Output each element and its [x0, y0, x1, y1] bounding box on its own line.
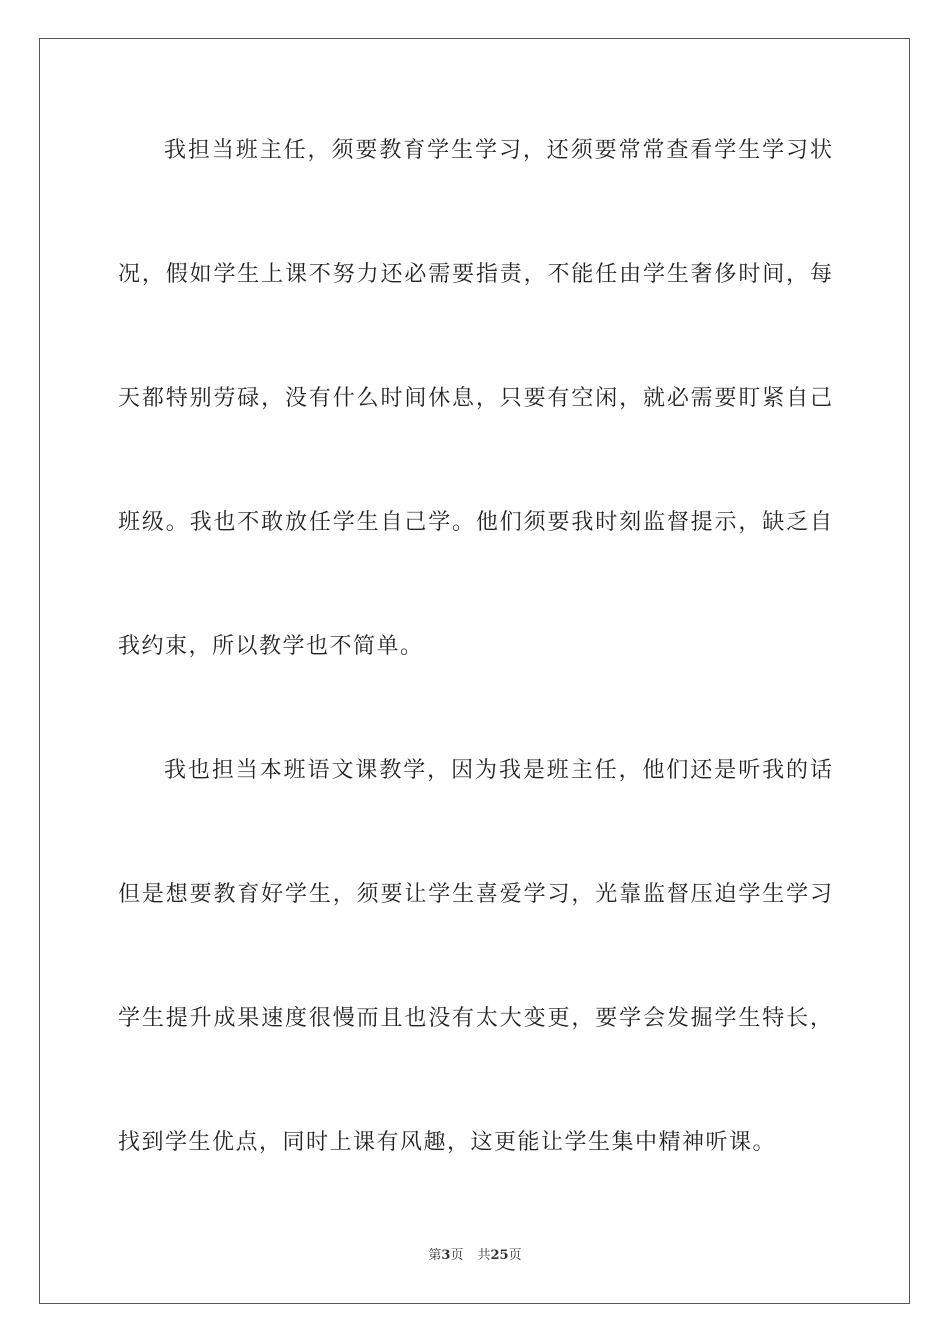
text-line: 我也担当本班语文课教学，因为我是班主任，他们还是听我的话	[164, 758, 832, 783]
page-footer	[0, 1247, 950, 1265]
text-line: 天都特别劳碌，没有什么时间休息，只要有空闲，就必需要盯紧自己	[118, 386, 832, 411]
total-pages: 25	[490, 1248, 509, 1263]
page-suffix: 页	[450, 1248, 464, 1263]
page-border	[39, 38, 910, 1304]
total-prefix: 共	[477, 1248, 491, 1263]
text-line: 况，假如学生上课不努力还必需要指责，不能任由学生奢侈时间，每	[118, 262, 832, 287]
page-number: 3	[441, 1248, 451, 1263]
text-line: 我约束，所以教学也不简单。	[118, 634, 424, 659]
text-line: 我担当班主任，须要教育学生学习，还须要常常查看学生学习状	[164, 138, 832, 163]
page-prefix: 第	[428, 1248, 442, 1263]
total-suffix: 页	[508, 1248, 522, 1263]
text-line: 学生提升成果速度很慢而且也没有太大变更，要学会发掘学生特长，	[118, 1006, 832, 1031]
text-line: 班级。我也不敢放任学生自己学。他们须要我时刻监督提示，缺乏自	[118, 510, 832, 535]
text-line: 但是想要教育好学生，须要让学生喜爱学习，光靠监督压迫学生学习	[118, 882, 832, 907]
text-line: 找到学生优点，同时上课有风趣，这更能让学生集中精神听课。	[118, 1130, 777, 1155]
